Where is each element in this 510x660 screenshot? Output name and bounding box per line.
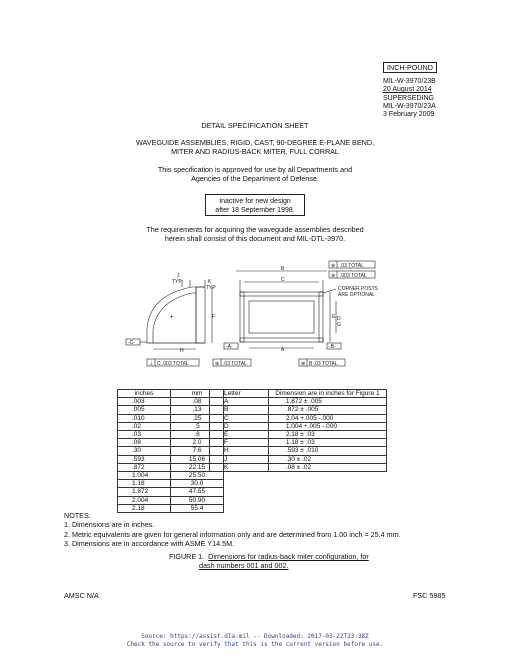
table-row	[210, 422, 387, 430]
source-line-2: Check the source to verify that this is the current version before use.	[126, 640, 384, 648]
dim-d-label: D	[337, 316, 341, 322]
figure-prefix: FIGURE 1.	[169, 552, 205, 561]
table-cell: F	[210, 439, 269, 447]
table-cell: .5	[171, 422, 224, 430]
fcf-bot-2-symbol: ⊕	[215, 361, 220, 367]
table-cell: 1.004	[118, 472, 171, 480]
table-cell: H	[210, 447, 269, 455]
dim-b-label: B	[281, 266, 285, 272]
table-row	[118, 447, 224, 455]
corner-note-line-1: CORNER POSTS	[338, 286, 379, 292]
table-row	[210, 439, 387, 447]
dim-g-label: G	[337, 322, 341, 328]
table-cell: 2.04 +.005 -.000	[268, 414, 386, 422]
table-row	[210, 414, 387, 422]
table-cell: 2.0	[171, 439, 224, 447]
table-row	[118, 398, 224, 406]
table-row	[210, 398, 387, 406]
table-row	[118, 463, 224, 471]
table-cell: J	[210, 455, 269, 463]
source-line-1[interactable]: Source: https://assist.dla.mil -- Downloaded: 2017-03-22T23:38Z	[141, 633, 369, 640]
table-row	[118, 472, 224, 480]
table-cell: .25	[171, 414, 224, 422]
dim-f-label: F	[212, 314, 216, 320]
table-cell: B	[210, 406, 269, 414]
table-cell: .005	[118, 406, 171, 414]
subtitle-line-1: WAVEGUIDE ASSEMBLIES, RIGID, CAST, 90-DEGREE E-PLANE BEND,	[135, 138, 375, 147]
table-cell: 30.0	[171, 480, 224, 488]
table-row	[118, 431, 224, 439]
fcf-perp-value: C .003 TOTAL	[157, 361, 189, 367]
table-cell: D	[210, 422, 269, 430]
fcf-perp-symbol: ⊥	[149, 361, 154, 367]
table-cell: 15.06	[171, 455, 224, 463]
dim-e-label: E	[332, 314, 336, 320]
table-cell: mm	[171, 390, 224, 398]
dim-k-typ: TYP	[206, 285, 216, 291]
table-row	[118, 488, 224, 496]
table-cell: 1.004 +.005 -.000	[268, 422, 386, 430]
dim-h-label: H	[180, 348, 184, 354]
table-row	[118, 439, 224, 447]
fcf-bot-3-value: B .03 TOTAL	[309, 361, 338, 367]
notes-heading: NOTES:	[64, 511, 91, 520]
table-cell: E	[210, 431, 269, 439]
fcf-top-2-symbol: ⊕	[331, 273, 336, 279]
svg-text:+: +	[170, 315, 174, 321]
fcf-bot-2-value: .03 TOTAL	[223, 361, 247, 367]
table-cell: .593 ± .010	[268, 447, 386, 455]
subtitle-line-2: MITER AND RADIUS-BACK MITER, FULL CORRAL	[171, 146, 339, 156]
page-title: DETAIL SPECIFICATION SHEET	[201, 121, 309, 130]
table-cell: Dimension are in inches for Figure 1	[268, 390, 386, 398]
table-row	[118, 480, 224, 488]
dim-j-label: J	[177, 273, 180, 279]
table-cell: .08	[171, 398, 224, 406]
fcf-top-2-value: .003 TOTAL	[340, 273, 367, 279]
inactive-line-1: Inactive for new design	[219, 198, 291, 205]
table-cell: 55.4	[171, 504, 224, 512]
conversion-table	[117, 389, 224, 513]
table-cell: 1.872	[118, 488, 171, 496]
approval-line-1: This specification is approved for use by all Departments and	[157, 165, 353, 174]
table-cell: 25.50	[171, 472, 224, 480]
inch-pound-label: INCH-POUND	[383, 62, 437, 73]
notes-section	[64, 511, 401, 548]
table-row	[210, 406, 387, 414]
table-cell: .003	[118, 398, 171, 406]
table-cell: C	[210, 414, 269, 422]
table-cell: 1.872 ± .005	[268, 398, 386, 406]
dim-k-label: K	[208, 279, 212, 285]
datum-b: -B-	[329, 344, 336, 350]
table-cell: .08	[118, 439, 171, 447]
dim-c-label: C	[281, 277, 285, 283]
table-row	[118, 455, 224, 463]
side-view	[126, 273, 216, 367]
doc-number: MIL-W-3970/23B	[383, 78, 436, 85]
table-cell: Letter	[210, 390, 269, 398]
table-header-row	[118, 390, 224, 398]
table-row	[118, 422, 224, 430]
doc-date: 20 August 2014	[383, 86, 432, 94]
table-cell: .02	[118, 422, 171, 430]
front-view	[213, 261, 379, 367]
previous-doc-date: 3 February 2009	[383, 111, 435, 119]
table-cell: inches	[118, 390, 171, 398]
dimension-table	[209, 389, 387, 472]
dim-j-typ: TYP	[172, 279, 182, 285]
datum-a: -A-	[226, 344, 233, 350]
table-row	[118, 496, 224, 504]
table-row	[210, 463, 387, 471]
amsc-label: AMSC N/A	[64, 591, 99, 600]
table-cell: 2.18	[118, 504, 171, 512]
source-footer	[0, 633, 510, 648]
previous-doc-number: MIL-W-3970/23A	[383, 102, 436, 110]
table-cell: .13	[171, 406, 224, 414]
table-cell: A	[210, 398, 269, 406]
inactive-line-2: after 18 September 1998.	[215, 206, 295, 214]
table-cell: K	[210, 463, 269, 471]
table-cell: .8	[171, 431, 224, 439]
table-row	[210, 455, 387, 463]
table-cell: .30 ± .02	[268, 455, 386, 463]
figure-caption-line-1: Dimensions for radius-back miter configuration, for	[208, 552, 369, 561]
table-cell: .010	[118, 414, 171, 422]
table-row	[118, 406, 224, 414]
fsc-label: FSC 5985	[413, 591, 446, 600]
table-cell: .08 ± .02	[268, 463, 386, 471]
table-cell: .872	[118, 463, 171, 471]
note-item: 1. Dimensions are in inches.	[64, 520, 155, 530]
table-row	[210, 431, 387, 439]
requirements-line-1: The requirements for acquiring the waveguide assemblies described	[146, 225, 364, 234]
figure-caption-line-2: dash numbers 001 and 002.	[199, 560, 289, 570]
table-cell: .593	[118, 455, 171, 463]
table-cell: 1.18	[118, 480, 171, 488]
datum-c: -C-	[128, 340, 135, 346]
table-cell: .03	[118, 431, 171, 439]
superseding-label: SUPERSEDING	[383, 94, 434, 102]
table-cell: 1.18 ± .03	[268, 439, 386, 447]
approval-line-2: Agencies of the Department of Defense.	[191, 173, 319, 183]
note-item: 3. Dimensions are in accordance with ASME Y14.5M.	[64, 538, 235, 548]
fcf-bot-3-symbol: ⊕	[301, 361, 306, 367]
table-cell: 50.90	[171, 496, 224, 504]
corner-note-line-2: ARE OPTIONAL	[338, 292, 375, 298]
table-cell: 2.18 ± .03	[268, 431, 386, 439]
requirements-line-2: herein shall consist of this document and MIL-DTL-3970.	[164, 233, 346, 243]
figure-caption	[169, 553, 369, 571]
table-cell: .872 ± .005	[268, 406, 386, 414]
dim-a-label: A	[281, 347, 285, 353]
table-cell: 7.6	[171, 447, 224, 455]
table-cell: 47.55	[171, 488, 224, 496]
table-cell: .30	[118, 447, 171, 455]
table-row	[210, 447, 387, 455]
table-header-row	[210, 390, 387, 398]
table-cell: 22.15	[171, 463, 224, 471]
table-cell: 2.004	[118, 496, 171, 504]
table-row	[118, 414, 224, 422]
note-item: 2. Metric equivalents are given for general information only and are determined from 1.00 inch = 25.4 mm.	[64, 529, 401, 539]
fcf-top-1-symbol: ⊕	[331, 263, 336, 269]
fcf-top-1-value: .03 TOTAL	[340, 263, 364, 269]
